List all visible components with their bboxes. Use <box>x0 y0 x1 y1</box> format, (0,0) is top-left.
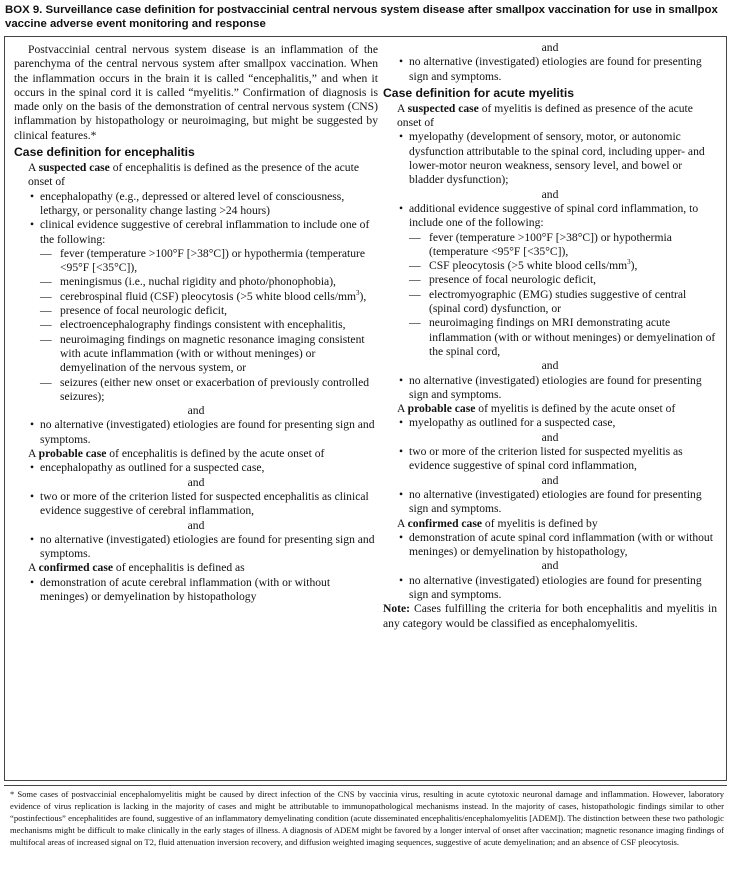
list-item: • myelopathy (development of sensory, motor, or autonomic dysfunction attributable to the spinal cord, including upper- and lower-motor neuron weakness, sensory level, and bowel or bladder dysfunction); <box>399 130 705 187</box>
dash-icon: — <box>40 318 52 332</box>
list-item: • no alternative (investigated) etiologies are found for presenting sign and symptoms. <box>30 532 375 561</box>
sub-item: — cerebrospinal fluid (CSF) pleocytosis (>5 white blood cells/$mm^3$), <box>40 288 367 303</box>
list-item: • encephalopathy as outlined for a suspected case, <box>30 461 265 475</box>
list-item: • two or more of the criterion listed for suspected myelitis as evidence suggestive of spinal cord inflammation, <box>399 445 683 473</box>
and-connector: and <box>541 473 559 487</box>
dash-icon: — <box>40 275 52 289</box>
dash-icon: — <box>409 259 421 273</box>
sub-item: — CSF pleocytosis (>5 white blood cells/$mm^3$), <box>409 258 638 273</box>
dash-icon: — <box>409 316 421 330</box>
bullet-icon: • <box>30 418 35 432</box>
bullet-icon: • <box>399 416 404 430</box>
mye-suspected-label: suspected case <box>407 101 479 115</box>
list-item: • no alternative (investigated) etiologies are found for presenting sign and symptoms. <box>399 487 702 516</box>
and-connector: and <box>541 41 559 54</box>
bullet-icon: • <box>399 487 404 501</box>
bullet-icon: • <box>399 373 404 387</box>
note-label: Note: <box>383 602 411 616</box>
dash-icon: — <box>40 332 52 346</box>
list-item: • myelopathy as outlined for a suspected case, <box>399 416 616 430</box>
sub-item: — neuroimaging findings on magnetic resonance imaging consistent with acute inflammation (with or without meninges) or demyelination of the nervous system, or <box>40 332 365 375</box>
dash-icon: — <box>409 273 421 287</box>
mye-suspected-intro: A suspected case of myelitis is defined as presence of the acute onset of <box>397 101 693 130</box>
bullet-icon: • <box>30 489 35 503</box>
enc-suspected-label: suspected case <box>38 161 110 175</box>
bullet-icon: • <box>30 189 35 203</box>
sub-item: — electroencephalography findings consistent with encephalitis, <box>40 318 346 332</box>
box-title: BOX 9. Surveillance case definition for postvaccinial central nervous system disease after smallpox vaccination for use in smallpox vaccine adverse event monitoring and response <box>5 4 718 30</box>
bullet-icon: • <box>30 532 35 546</box>
dash-icon: — <box>409 287 421 301</box>
list-item: • additional evidence suggestive of spinal cord inflammation, to include one of the following: <box>399 201 699 230</box>
bullet-icon: • <box>399 130 404 144</box>
note-paragraph: Note: Cases fulfilling the criteria for both encephalitis and myelitis in any category would be classified as encephalomyelitis. <box>383 602 717 630</box>
bullet-icon: • <box>30 575 35 589</box>
enc-probable-intro: A probable case of encephalitis is defined by the acute onset of <box>28 447 325 461</box>
and-connector: and <box>541 359 559 373</box>
dash-icon: — <box>40 289 52 303</box>
dash-icon: — <box>40 304 52 318</box>
intro-paragraph: Postvaccinial central nervous system disease is an inflammation of the parenchyma of the central nervous system after smallpox vaccination. When the inflammation occurs in the brain it is called “encephalitis,” and when it occurs in the spinal cord it is called “myelitis.” Confirmation of diagnosis is made only on the basis of the demonstration of central nervous system (CNS) inflammation by histopathology or neuroimaging, but might be suggested by clinical features.* <box>14 43 378 142</box>
enc-confirmed-label: confirmed case <box>38 561 114 575</box>
sub-item: — fever (temperature >100°F [>38°C]) or hypothermia (temperature <95°F [<35°C]), <box>40 246 365 275</box>
right-column <box>383 41 717 631</box>
sub-item: — presence of focal neurologic deficit, <box>40 304 228 318</box>
and-connector: and <box>187 404 205 418</box>
sub-item: — meningismus (i.e., nuchal rigidity and photo/phonophobia), <box>40 275 336 289</box>
list-item: • two or more of the criterion listed for suspected encephalitis as clinical evidence suggestive of cerebral inflammation, <box>30 489 369 518</box>
and-connector: and <box>187 518 205 532</box>
dash-icon: — <box>40 246 52 260</box>
sub-item: — electromyographic (EMG) studies suggestive of central (spinal cord) dysfunction, or <box>409 287 687 316</box>
enc-confirmed-intro: A confirmed case of encephalitis is defined as <box>28 561 245 575</box>
encephalitis-heading: Case definition for encephalitis <box>14 145 195 160</box>
and-connector: and <box>187 475 205 489</box>
bullet-icon: • <box>399 55 404 69</box>
dash-icon: — <box>40 375 52 389</box>
list-item: • demonstration of acute cerebral inflammation (with or without meninges) or demyelination by histopathology <box>30 575 331 603</box>
enc-probable-label: probable case <box>38 447 107 461</box>
list-item: • no alternative (investigated) etiologies are found for presenting sign and symptoms. <box>399 55 702 83</box>
dash-icon: — <box>409 230 421 244</box>
left-column <box>14 43 378 604</box>
myelitis-heading: Case definition for acute myelitis <box>383 85 574 100</box>
enc-suspected-intro: A suspected case of encephalitis is defined as the presence of the acute onset of <box>28 161 359 189</box>
list-item: • no alternative (investigated) etiologies are found for presenting sign and symptoms. <box>30 418 375 446</box>
mye-confirmed-label: confirmed case <box>407 516 483 530</box>
mye-confirmed-intro: A confirmed case of myelitis is defined by <box>397 516 598 530</box>
and-connector: and <box>541 187 559 201</box>
and-connector: and <box>541 559 559 573</box>
sub-item: — presence of focal neurologic deficit, <box>409 273 597 287</box>
sub-item: — seizures (either new onset or exacerbation of previously controlled seizures); <box>40 375 370 403</box>
mye-probable-intro: A probable case of myelitis is defined by the acute onset of <box>397 402 676 416</box>
bullet-icon: • <box>399 201 404 215</box>
list-item: • demonstration of acute spinal cord inflammation (with or without meninges) or demyelination by histopathology, <box>399 530 713 559</box>
sub-item: — fever (temperature >100°F [>38°C]) or hypothermia (temperature <95°F [<35°C]), <box>409 230 672 258</box>
bullet-icon: • <box>30 218 35 232</box>
bullet-icon: • <box>399 573 404 587</box>
list-item: • encephalopathy (e.g., depressed or altered level of consciousness, lethargy, or personality change lasting >24 hours) <box>30 189 345 217</box>
footnote-divider <box>4 785 727 786</box>
bullet-icon: • <box>30 461 35 475</box>
bullet-icon: • <box>399 530 404 544</box>
sub-item: — neuroimaging findings on MRI demonstrating acute inflammation (with or without meninges) or demyelination of the spinal cord, <box>409 316 716 358</box>
list-item: • clinical evidence suggestive of cerebral inflammation to include one of the following: <box>30 218 370 246</box>
list-item: • no alternative (investigated) etiologies are found for presenting sign and symptoms. <box>399 373 702 401</box>
bullet-icon: • <box>399 445 404 459</box>
list-item: • no alternative (investigated) etiologies are found for presenting sign and symptoms. <box>399 573 702 601</box>
and-connector: and <box>541 430 559 444</box>
footnote: * Some cases of postvaccinial encephalomyelitis might be caused by direct infection of the CNS by vaccinia virus, resulting in acute cytotoxic neuronal damage and inflammation. However, laboratory evidence of virus replication is lacking in the majority of cases and might be attributable to immunopathological mechanisms instead. In the majority of cases, histopathologic findings similar to other “postinfectious” encephalitides are found, suggestive of an inflammatory demyelinating condition (acute disseminated encephalitis/encephalomyelitis [ADEM]). The distinction between these two pathologic mechanisms might be difficult to make clinically in the early stages of illness. A diagnosis of ADEM might be favored by a longer interval of onset after vaccination; magnetic resonance imaging findings of multifocal areas of increased signal on T2, fluid attenuation inversion recovery, and diffusion weighted imaging sequences, suggestive of acute demyelination; and an absence of CSF pleocytosis. <box>10 789 724 847</box>
mye-probable-label: probable case <box>407 402 476 416</box>
